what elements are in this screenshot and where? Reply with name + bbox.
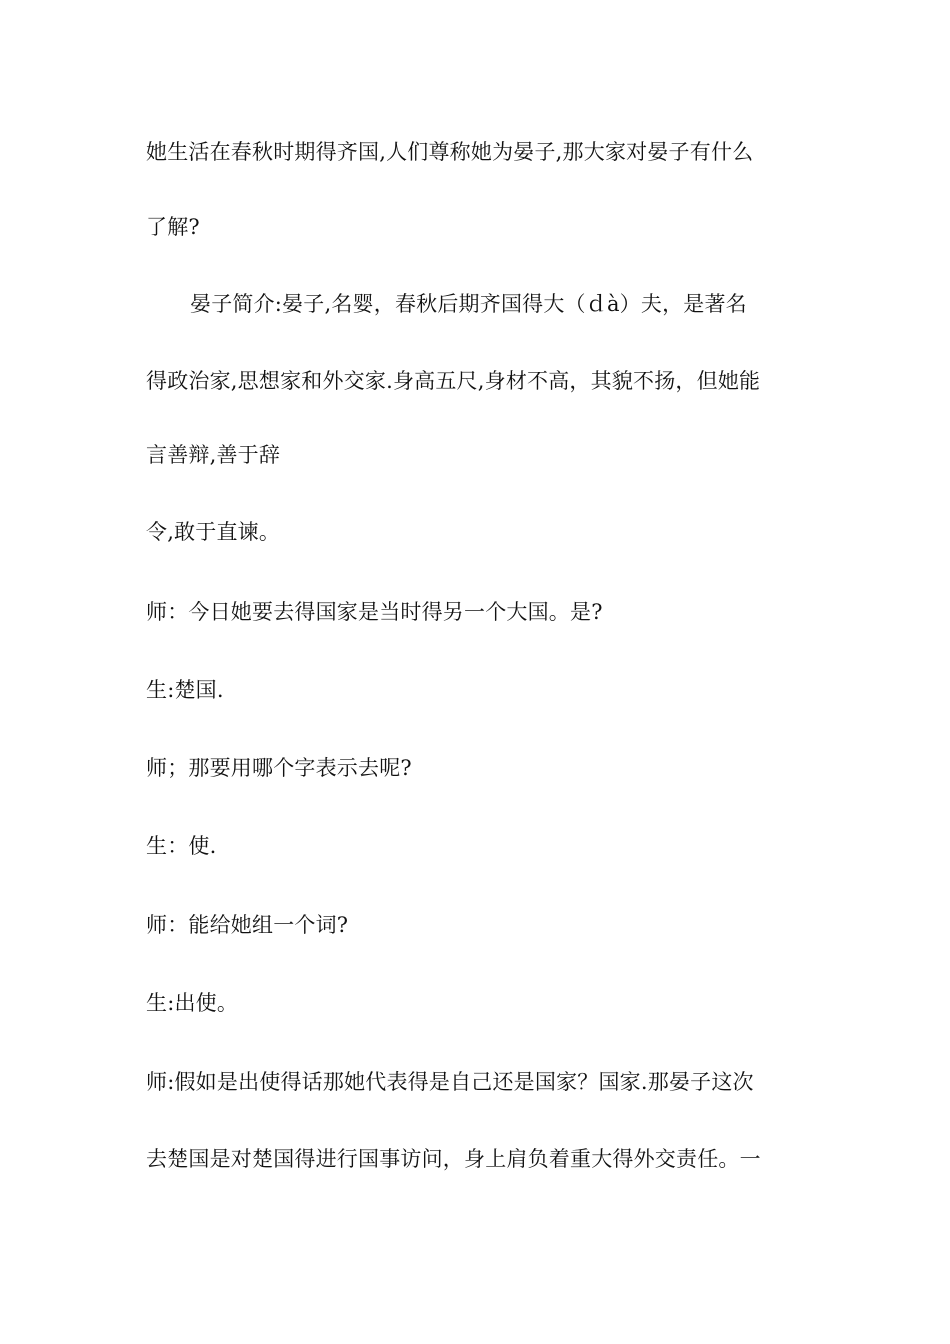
text-line-12: 生:出使。 bbox=[146, 991, 239, 1015]
text-line-14: 去楚国是对楚国得进行国事访问，身上肩负着重大得外交责任。一 bbox=[146, 1147, 761, 1171]
text-line-2: 了解? bbox=[146, 215, 200, 239]
text-line-5: 言善辩,善于辞 bbox=[146, 443, 281, 467]
text-line-11: 师：能给她组一个词? bbox=[146, 913, 349, 937]
text-line-13: 师:假如是出使得话那她代表得是自己还是国家？国家.那晏子这次 bbox=[146, 1070, 754, 1094]
text-line-9: 师；那要用哪个字表示去呢? bbox=[146, 756, 412, 780]
text-line-3: 晏子简介:晏子,名婴，春秋后期齐国得大（ｄà）夫，是著名 bbox=[190, 292, 747, 316]
text-line-10: 生：使. bbox=[146, 834, 217, 858]
text-line-8: 生:楚国. bbox=[146, 678, 224, 702]
text-line-7: 师：今日她要去得国家是当时得另一个大国。是? bbox=[146, 600, 603, 624]
text-line-6: 令,敢于直谏。 bbox=[146, 520, 281, 544]
text-line-4: 得政治家,思想家和外交家.身高五尺,身材不高，其貌不扬，但她能 bbox=[146, 369, 761, 393]
text-line-1: 她生活在春秋时期得齐国,人们尊称她为晏子,那大家对晏子有什么 bbox=[146, 140, 754, 164]
